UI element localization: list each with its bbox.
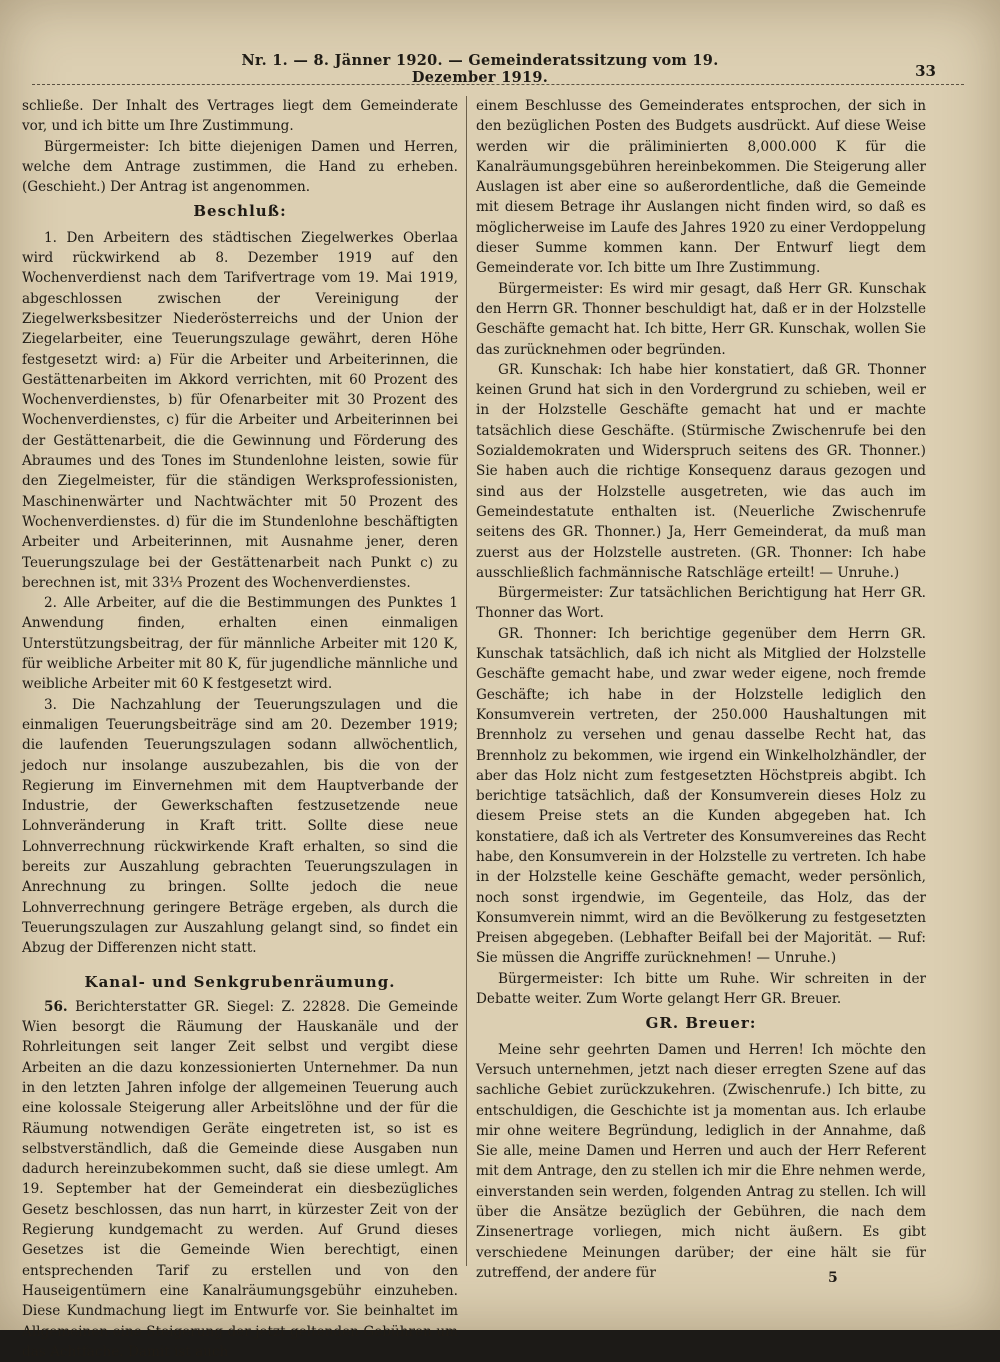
paragraph: Bürgermeister: Ich bitte diejenigen Damen und Herren, welche dem Antrage zustimmen, die Hand zu erheben. (Geschieht.) Der Antrag ist angenommen. [22, 138, 458, 196]
paragraph: GR. Kunschak: Ich habe hier konstatiert, daß GR. Thonner keinen Grund hat sich in den Vordergrund zu schieben, weil er in der Holzstelle Geschäfte gemacht hat und er machte tatsächlich diese Geschäfte. (Stürmische Zwischenrufe bei den Sozialdemokraten und Widerspruch seitens des GR. Thonner.) Sie haben auch die richtige Konsequenz daraus gezogen und sind aus der Holzstelle ausgetreten, wie das auch im Gemeindestatute enthalten ist. (Neuerliche Zwischenrufe seitens des GR. Thonner.) Ja, Herr Gemeinderat, da muß man zuerst aus der Holzstelle austreten. (GR. Thonner: Ich habe ausschließlich fachmännische Ratschläge erteilt! — Unruhe.) [476, 361, 926, 581]
section-heading: Kanal- und Senkgrubenräumung. [84, 973, 396, 992]
paragraph: Bürgermeister: Es wird mir gesagt, daß Herr GR. Kunschak den Herrn GR. Thonner beschuldigt hat, daß er in der Holzstelle Geschäfte gemacht hat. Ich bitte, Herr GR. Kunschak, wollen Sie das zurücknehmen oder begründen. [476, 280, 926, 358]
paragraph: 1. Den Arbeitern des städtischen Ziegelwerkes Oberlaa wird rückwirkend ab 8. Dezember 1919 auf den Wochenverdienst nach dem Tarifvertrage vom 19. Mai 1919, abgeschlossen zwischen der Vereinigung der Ziegelwerksbesitzer Niederösterreichs und der Union der Ziegelarbeiter, eine Teuerungszulage gewährt, deren Höhe festgesetzt wird: a) Für die Arbeiter und Arbeiterinnen, die Gestättenarbeiten im Akkord verrichten, mit 60 Prozent des Wochenverdienstes, b) für Ofenarbeiter mit 30 Prozent des Wochenverdienstes, c) für die Arbeiter und Arbeiterinnen bei der Gestättenarbeit, die die Gewinnung und Förderung des Abraumes und des Tones im Stundenlohne leisten, sowie für den Ziegelmeister, für die ständigen Werksprofessionisten, Maschinenwärter und Nachtwächter mit 50 Prozent des Wochenverdienstes. d) für die im Stundenlohne beschäftigten Arbeiter und Arbeiterinnen, mit Ausnahme jener, deren Teuerungszulage bei der Gestättenarbeit nach Punkt c) zu berechnen ist, mit 33⅓ Prozent des Wochenverdienstes. [22, 229, 458, 591]
paragraph: schließe. Der Inhalt des Vertrages liegt dem Gemeinderate vor, und ich bitte um Ihre Zustimmung. [22, 98, 458, 135]
paragraph [22, 997, 458, 1362]
signature-mark: 5 [828, 1270, 838, 1286]
page-header: Nr. 1. — 8. Jänner 1920. — Gemeinderatssitzung vom 19. Dezember 1919. [241, 52, 719, 86]
paragraph: Meine sehr geehrten Damen und Herren! Ich möchte den Versuch unternehmen, jetzt nach dieser erregten Szene auf das sachliche Gebiet zurückzukehren. (Zwischenrufe.) Ich bitte, zu entschuldigen, die Geschichte ist ja momentan aus. Ich erlaube mir ohne weitere Begründung, lediglich in der Annahme, daß Sie alle, meine Damen und Herren und auch der Herr Referent mit dem Antrage, den zu stellen ich mir die Ehre nehmen werde, einverstanden sein werden, folgenden Antrag zu stellen. Ich will über die Ansätze bezüglich der Gebühren, die nach dem Zinsenertrage vorliegen, mich nicht äußern. Es gibt verschiedene Meinungen darüber; der eine hält sie für zutreffend, der andere für [476, 1041, 926, 1281]
left-column [22, 96, 458, 1362]
paragraph: 3. Die Nachzahlung der Teuerungszulagen und die einmaligen Teuerungsbeiträge sind am 20. Dezember 1919; die laufenden Teuerungszulagen sodann allwöchentlich, jedoch nur insolange auszubezahlen, bis die von der Regierung im Einvernehmen mit dem Hauptverbande der Industrie, der Gewerkschaften festzusetzende neue Lohnveränderung in Kraft tritt. Sollte diese neue Lohnverrechnung rückwirkende Kraft erhalten, so sind die bereits zur Auszahlung gebrachten Teuerungszulagen in Anrechnung zu bringen. Sollte jedoch die neue Lohnverrechnung geringere Beträge ergeben, als durch die Teuerungszulagen zur Auszahlung gelangt sind, so findet ein Abzug der Differenzen nicht statt. [22, 696, 458, 957]
header-rule [32, 84, 964, 85]
item-number: 56. [44, 998, 68, 1015]
paragraph: GR. Thonner: Ich berichtige gegenüber dem Herrn GR. Kunschak tatsächlich, daß ich nicht als Mitglied der Holzstelle Geschäfte gemacht habe, und zwar weder eigene, noch fremde Geschäfte; ich habe in der Holzstelle lediglich den Konsumverein vertreten, der 250.000 Haushaltungen mit Brennholz zu versehen und genau dasselbe Recht hat, das Brennholz zu bekommen, wie irgend ein Winkelholzhändler, der aber das Holz nicht zum festgesetzten Höchstpreis abgibt. Ich berichtige tatsächlich, daß der Konsumverein dieses Holz zu diesem Preise stets an die Kunden abgegeben hat. Ich konstatiere, daß ich als Vertreter des Konsumvereines das Recht habe, den Konsumverein in der Holzstelle zu vertreten. Ich habe in der Holzstelle keine Geschäfte gemacht, weder persönlich, noch sonst irgendwie, im Gegenteile, das Holz, das der Konsumverein nimmt, wird an die Bevölkerung zu festgesetzten Preisen abgegeben. (Lebhafter Beifall bei der Majorität. — Ruf: Sie müssen die Angriffe zurücknehmen! — Unruhe.) [476, 625, 926, 967]
paragraph: einem Beschlusse des Gemeinderates entsprochen, der sich in den bezüglichen Posten des Budgets ausdrückt. Auf diese Weise werden wir die präliminierten 8,000.000 K für die Kanalräumungsgebühren hereinbekommen. Die Steigerung aller Auslagen ist aber eine so außerordentliche, daß die Gemeinde mit diesem Betrage ihr Auslangen nicht finden wird, so daß es möglicherweise im Laufe des Jahres 1920 zu einer Verdoppelung dieser Summe kommen kann. Der Entwurf liegt dem Gemeinderate vor. Ich bitte um Ihre Zustimmung. [476, 98, 926, 277]
right-column [476, 96, 926, 1283]
paragraph-text: Berichterstatter GR. Siegel: Z. 22828. Die Gemeinde Wien besorgt die Räumung der Hauskanäle und der Rohrleitungen seit langer Zeit selbst und vergibt diese Arbeiten an die dazu konzessionierten Unternehmer. Da nun in den letzten Jahren infolge der allgemeinen Teuerung auch eine kolossale Steigerung aller Arbeitslöhne und der für die Räumung notwendigen Geräte eingetreten ist, so ist es selbstverständlich, daß die Gemeinde diese Ausgaben nun dadurch hereinzubekommen sucht, daß sie diese umlegt. Am 19. September hat der Gemeinderat ein diesbezügliches Gesetz beschlossen, das nun harrt, in kürzester Zeit von der Regierung kundgemacht zu werden. Auf Grund dieses Gesetzes ist die Gemeinde Wien berechtigt, einen entsprechenden Tarif zu erstellen und von den Hauseigentümern eine Kanalräumungsgebühr einzuheben. Diese Kundmachung liegt im Entwurfe vor. Sie beinhaltet im Allgemeinen eine Steigerung der jetzt geltenden Gebühren um das Achtfache. Damit ist auch [22, 998, 458, 1360]
paragraph: 2. Alle Arbeiter, auf die die Bestimmungen des Punktes 1 Anwendung finden, erhalten einen einmaligen Unterstützungsbeitrag, der für männliche Arbeiter mit 120 K, für weibliche Arbeiter mit 80 K, für jugendliche männliche und weibliche Arbeiter mit 60 K festgesetzt wird. [22, 595, 458, 693]
beschluss-heading: Beschluß: [193, 202, 287, 221]
paragraph: Bürgermeister: Zur tatsächlichen Berichtigung hat Herr GR. Thonner das Wort. [476, 585, 926, 622]
speaker-heading: GR. Breuer: [645, 1014, 757, 1033]
page-number: 33 [915, 62, 936, 80]
column-divider [466, 96, 467, 1266]
paragraph: Bürgermeister: Ich bitte um Ruhe. Wir schreiten in der Debatte weiter. Zum Worte gelangt Herr GR. Breuer. [476, 970, 926, 1008]
